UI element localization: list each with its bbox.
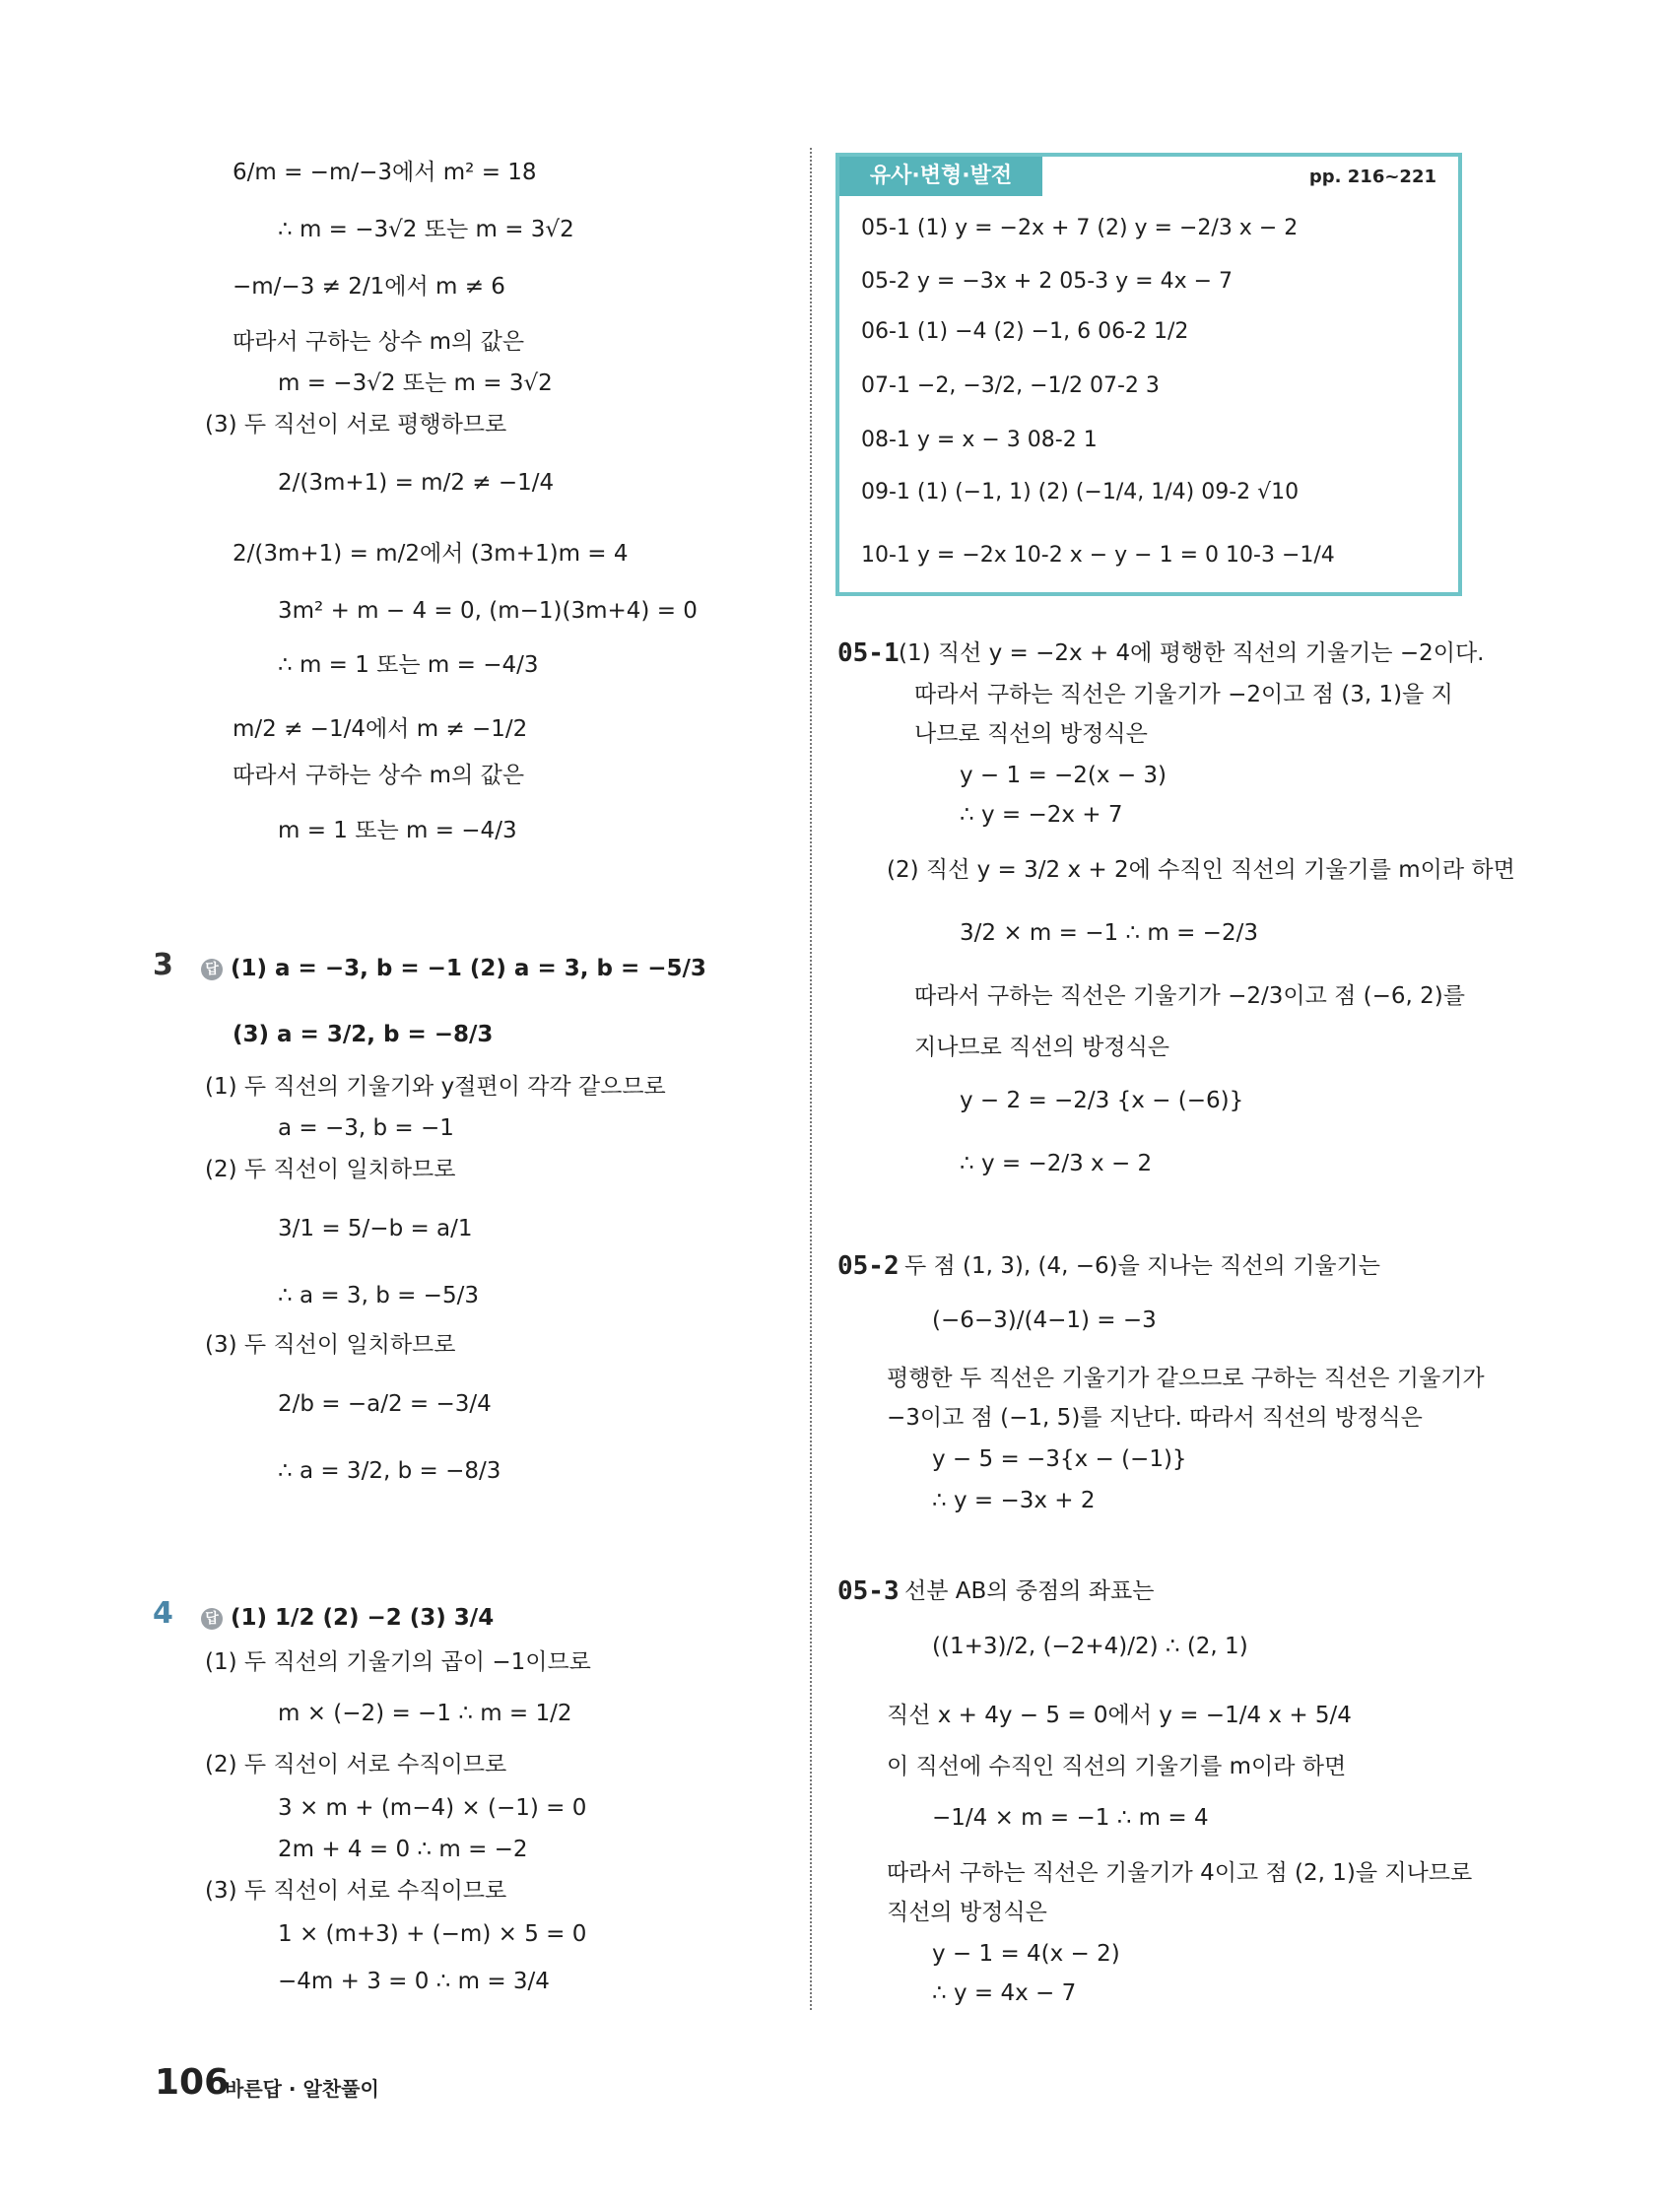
text-line: y − 5 = −3{x − (−1)}	[932, 1446, 1187, 1472]
problem-number: 3	[153, 948, 173, 982]
text-line: (1) 두 직선의 기울기와 y절편이 각각 같으므로	[205, 1074, 666, 1100]
text-line: m = −3√2 또는 m = 3√2	[278, 370, 553, 396]
text-line: 직선의 방정식은	[887, 1900, 1047, 1925]
answer-text: (1) 1/2 (2) −2 (3) 3/4	[231, 1605, 495, 1631]
answer-line: (3) a = 3/2, b = −8/3	[233, 1022, 494, 1047]
text-line: −3이고 점 (−1, 5)를 지난다. 따라서 직선의 방정식은	[887, 1405, 1423, 1431]
text-line: (3) 두 직선이 서로 평행하므로	[205, 412, 507, 437]
text-line: m × (−2) = −1 ∴ m = 1/2	[278, 1701, 572, 1726]
text-line: ∴ a = 3/2, b = −8/3	[278, 1458, 501, 1484]
text-line: ∴ m = 1 또는 m = −4/3	[278, 652, 539, 678]
page-range: pp. 216~221	[1308, 167, 1436, 187]
answer-row: 05-2 y = −3x + 2 05-3 y = 4x − 7	[861, 269, 1234, 294]
text-line: ∴ y = 4x − 7	[932, 1980, 1077, 2006]
answer-text: (1) a = −3, b = −1 (2) a = 3, b = −5/3	[231, 956, 706, 981]
text-line: 1 × (m+3) + (−m) × 5 = 0	[278, 1921, 587, 1947]
solution-code: 05-3	[837, 1576, 900, 1606]
solution-code: 05-2	[837, 1251, 900, 1281]
answer-line	[201, 1603, 494, 1633]
answer-row: 05-1 (1) y = −2x + 7 (2) y = −2/3 x − 2	[861, 216, 1299, 240]
text-line: 평행한 두 직선은 기울기가 같으므로 구하는 직선은 기울기가	[887, 1366, 1485, 1391]
text-line: 3 × m + (m−4) × (−1) = 0	[278, 1795, 587, 1821]
answer-row: 08-1 y = x − 3 08-2 1	[861, 428, 1098, 452]
text-line: ∴ a = 3, b = −5/3	[278, 1283, 479, 1308]
text-line: −1/4 × m = −1 ∴ m = 4	[932, 1805, 1209, 1831]
text-line: 따라서 구하는 직선은 기울기가 4이고 점 (2, 1)을 지나므로	[887, 1860, 1473, 1886]
text-line: 2/b = −a/2 = −3/4	[278, 1391, 492, 1417]
text-line: 2m + 4 = 0 ∴ m = −2	[278, 1837, 528, 1862]
text-line: a = −3, b = −1	[278, 1115, 454, 1141]
text-line: 3/2 × m = −1 ∴ m = −2/3	[960, 920, 1258, 946]
text-line: (1) 두 직선의 기울기의 곱이 −1이므로	[205, 1649, 591, 1675]
text-line: (−6−3)/(4−1) = −3	[932, 1307, 1157, 1333]
text-line: 3/1 = 5/−b = a/1	[278, 1216, 473, 1241]
text-line: m = 1 또는 m = −4/3	[278, 818, 517, 843]
text-line: ∴ m = −3√2 또는 m = 3√2	[278, 217, 574, 242]
answer-row: 07-1 −2, −3/2, −1/2 07-2 3	[861, 373, 1160, 398]
answer-line	[201, 954, 706, 983]
answer-row: 09-1 (1) (−1, 1) (2) (−1/4, 1/4) 09-2 √10	[861, 480, 1300, 504]
text-line: (2) 두 직선이 일치하므로	[205, 1157, 456, 1182]
text-line: ∴ y = −2/3 x − 2	[960, 1151, 1153, 1176]
solution-code: 05-1	[837, 638, 900, 668]
text-line: 직선 x + 4y − 5 = 0에서 y = −1/4 x + 5/4	[887, 1703, 1352, 1728]
text-line: 나므로 직선의 방정식은	[914, 721, 1148, 747]
text-line: m/2 ≠ −1/4에서 m ≠ −1/2	[233, 716, 528, 742]
text-line: (3) 두 직선이 서로 수직이므로	[205, 1878, 507, 1904]
text-line: (2) 직선 y = 3/2 x + 2에 수직인 직선의 기울기를 m이라 하면	[887, 857, 1515, 883]
footer-title: 바른답 · 알찬풀이	[225, 2077, 379, 2101]
text-line: 지나므로 직선의 방정식은	[914, 1035, 1170, 1060]
text-line: ∴ y = −3x + 2	[932, 1488, 1096, 1513]
text-line: y − 1 = −2(x − 3)	[960, 763, 1168, 788]
text-line: (2) 두 직선이 서로 수직이므로	[205, 1752, 507, 1777]
text-line: y − 2 = −2/3 {x − (−6)}	[960, 1088, 1244, 1113]
text-line: ((1+3)/2, (−2+4)/2) ∴ (2, 1)	[932, 1634, 1248, 1659]
box-tab-label: 유사·변형·발전	[839, 157, 1042, 196]
page-number: 106	[155, 2062, 230, 2103]
text-line: 선분 AB의 중점의 좌표는	[904, 1578, 1155, 1604]
answer-badge-icon: 답	[201, 959, 223, 980]
text-line: 따라서 구하는 직선은 기울기가 −2/3이고 점 (−6, 2)를	[914, 983, 1465, 1009]
text-line: y − 1 = 4(x − 2)	[932, 1941, 1120, 1967]
text-line: −m/−3 ≠ 2/1에서 m ≠ 6	[233, 274, 505, 300]
text-line: 2/(3m+1) = m/2에서 (3m+1)m = 4	[233, 541, 629, 567]
answer-row: 06-1 (1) −4 (2) −1, 6 06-2 1/2	[861, 319, 1189, 344]
text-line: 6/m = −m/−3에서 m² = 18	[233, 160, 537, 185]
text-line: ∴ y = −2x + 7	[960, 802, 1123, 828]
text-line: 따라서 구하는 직선은 기울기가 −2이고 점 (3, 1)을 지	[914, 682, 1453, 707]
text-line: 2/(3m+1) = m/2 ≠ −1/4	[278, 470, 555, 496]
column-divider	[810, 148, 812, 2010]
text-line: (3) 두 직선이 일치하므로	[205, 1332, 456, 1358]
answer-summary-box	[835, 153, 1462, 596]
text-line: 두 점 (1, 3), (4, −6)을 지나는 직선의 기울기는	[904, 1253, 1380, 1279]
text-line: −4m + 3 = 0 ∴ m = 3/4	[278, 1969, 550, 1994]
text-line: 따라서 구하는 상수 m의 값은	[233, 763, 525, 788]
answer-badge-icon: 답	[201, 1608, 223, 1630]
answer-row: 10-1 y = −2x 10-2 x − y − 1 = 0 10-3 −1/4	[861, 543, 1335, 568]
text-line: 3m² + m − 4 = 0, (m−1)(3m+4) = 0	[278, 598, 698, 624]
problem-number: 4	[153, 1596, 173, 1631]
text-line: (1) 직선 y = −2x + 4에 평행한 직선의 기울기는 −2이다.	[899, 640, 1485, 666]
text-line: 따라서 구하는 상수 m의 값은	[233, 329, 525, 355]
text-line: 이 직선에 수직인 직선의 기울기를 m이라 하면	[887, 1754, 1347, 1779]
